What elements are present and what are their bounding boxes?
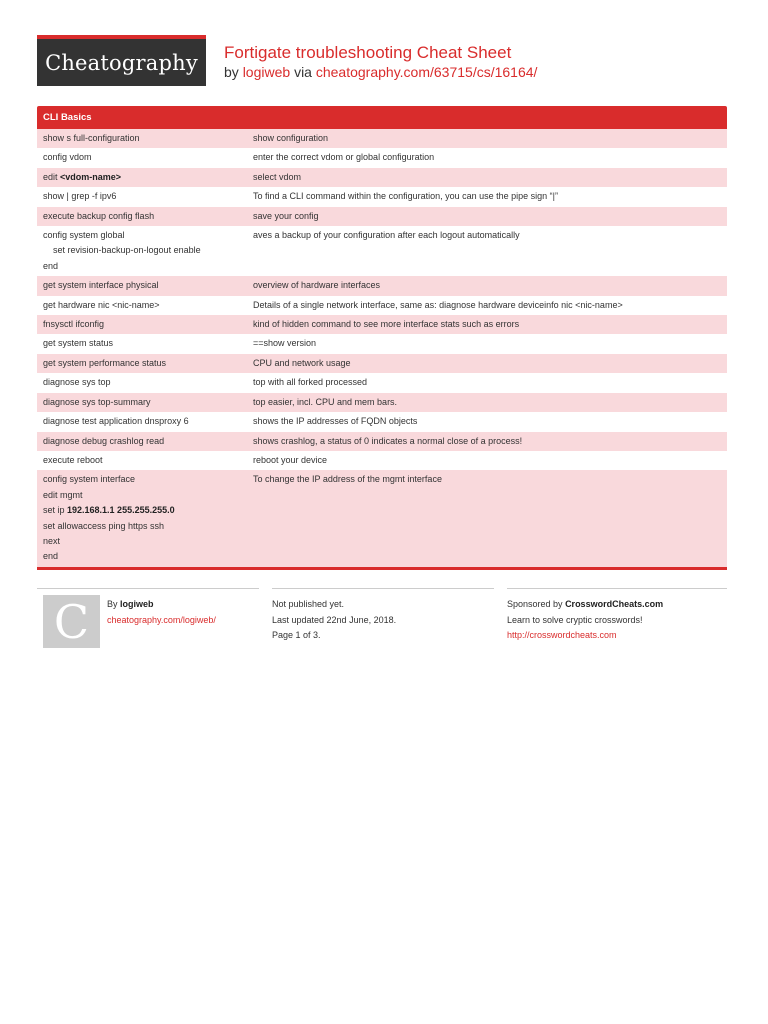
command-cell (37, 207, 253, 226)
command-cell (37, 296, 253, 315)
table-row (37, 207, 727, 226)
table-row (37, 276, 727, 295)
description-cell: enter the correct vdom or global configuration (253, 152, 435, 163)
command-text: end (43, 260, 59, 271)
description-cell: reboot your device (253, 454, 328, 465)
description-cell: kind of hidden command to see more interface stats such as errors (253, 319, 520, 330)
description-cell: ==show version (253, 338, 317, 349)
footer-author-link[interactable]: cheatography.com/logiweb/ (107, 614, 216, 625)
description-cell: To find a CLI command within the configuration, you can use the pipe sign “|” (253, 191, 559, 202)
table-row (37, 129, 727, 148)
sponsor-label: Sponsored by (507, 599, 563, 609)
command-text: diagnose test application dnsproxy 6 (43, 416, 189, 427)
table-row (37, 187, 727, 206)
table-row (37, 354, 727, 373)
command-text: execute backup config flash (43, 210, 155, 221)
command-text: config system global (43, 230, 125, 241)
description-cell: Details of a single network interface, same as: diagnose hardware deviceinfo nic <nic-name> (253, 299, 623, 310)
command-text: diagnose sys top-summary (43, 396, 151, 407)
via-label: via (294, 64, 312, 80)
command-cell (37, 226, 253, 276)
byline (224, 64, 537, 80)
command-text: get system interface physical (43, 280, 159, 291)
author-link[interactable]: logiweb (242, 64, 291, 80)
command-text: edit (43, 171, 61, 182)
footer-author (37, 588, 259, 649)
footer-author-name[interactable]: logiweb (120, 599, 154, 609)
table-row (37, 373, 727, 392)
command-cell (37, 373, 253, 392)
description-cell: To change the IP address of the mgmt interface (253, 474, 442, 485)
cli-basics-section (37, 106, 727, 570)
command-text: get hardware nic <nic-name> (43, 299, 160, 310)
avatar-letter: C (53, 594, 90, 649)
command-text: set revision-backup-on-logout enable (53, 245, 201, 256)
command-text: config vdom (43, 152, 92, 163)
command-cell (37, 276, 253, 295)
table-row (37, 315, 727, 334)
table-row (37, 432, 727, 451)
avatar[interactable] (43, 595, 100, 648)
logo-text: Cheatography (45, 50, 198, 75)
table-row (37, 226, 727, 276)
table-row (37, 296, 727, 315)
table-row (37, 470, 727, 566)
command-cell (37, 168, 253, 187)
table-row (37, 334, 727, 353)
footer-meta (272, 588, 494, 644)
table-row (37, 168, 727, 187)
command-cell (37, 187, 253, 206)
table-row (37, 393, 727, 412)
section-title: CLI Basics (37, 106, 727, 129)
description-cell: shows crashlog, a status of 0 indicates a normal close of a process! (253, 435, 523, 446)
command-cell (37, 393, 253, 412)
command-arg: <vdom-name> (60, 171, 122, 182)
sheet-url-link[interactable]: cheatography.com/63715/cs/16164/ (315, 64, 538, 80)
command-text: show s full-configuration (43, 133, 140, 143)
command-text: diagnose sys top (43, 377, 111, 388)
description-cell: CPU and network usage (253, 357, 351, 368)
page-number: Page 1 of 3. (272, 630, 321, 640)
command-text: config system interface (43, 474, 136, 485)
sponsor-tagline: Learn to solve cryptic crosswords! (507, 614, 643, 625)
command-cell (37, 470, 253, 566)
published-status: Not published yet. (272, 599, 345, 609)
command-cell (37, 334, 253, 353)
command-text: set allowaccess ping https ssh (43, 520, 165, 531)
command-cell (37, 412, 253, 431)
command-arg: 192.168.1.1 255.255.255.0 (67, 505, 175, 516)
description-cell: select vdom (253, 171, 302, 182)
command-text: diagnose debug crashlog read (43, 435, 165, 446)
table-row (37, 148, 727, 167)
cheatography-logo[interactable] (37, 35, 206, 86)
sponsor-link[interactable]: http://crosswordcheats.com (507, 630, 617, 640)
footer-sponsor (507, 588, 727, 644)
command-text: edit mgmt (43, 489, 83, 500)
description-cell: top easier, incl. CPU and mem bars. (253, 396, 398, 407)
command-cell (37, 148, 253, 167)
command-cell (37, 451, 253, 470)
command-cell (37, 354, 253, 373)
by-label: by (224, 64, 239, 80)
description-cell: aves a backup of your configuration after each logout automatically (253, 230, 520, 241)
last-updated: Last updated 22nd June, 2018. (272, 614, 397, 625)
command-text: get system status (43, 338, 114, 349)
description-cell: save your config (253, 210, 319, 221)
description-cell: shows the IP addresses of FQDN objects (253, 416, 418, 427)
description-cell: top with all forked processed (253, 377, 368, 388)
table-row (37, 451, 727, 470)
table-row (37, 412, 727, 431)
description-cell: show configuration (253, 133, 329, 143)
command-text: show | grep -f ipv6 (43, 191, 117, 202)
sponsor-name[interactable]: CrosswordCheats.com (565, 599, 664, 609)
page-title: Fortigate troubleshooting Cheat Sheet (224, 43, 512, 62)
command-text: set ip (43, 505, 68, 516)
description-cell: overview of hardware interfaces (253, 280, 381, 291)
command-text: execute reboot (43, 454, 103, 465)
command-text: get system performance status (43, 357, 167, 368)
command-text: fnsysctl ifconfig (43, 319, 105, 330)
command-cell (37, 432, 253, 451)
command-cell (37, 129, 253, 148)
command-cell (37, 315, 253, 334)
command-text: next (43, 535, 61, 546)
by-label: By (107, 599, 118, 609)
command-text: end (43, 551, 59, 562)
